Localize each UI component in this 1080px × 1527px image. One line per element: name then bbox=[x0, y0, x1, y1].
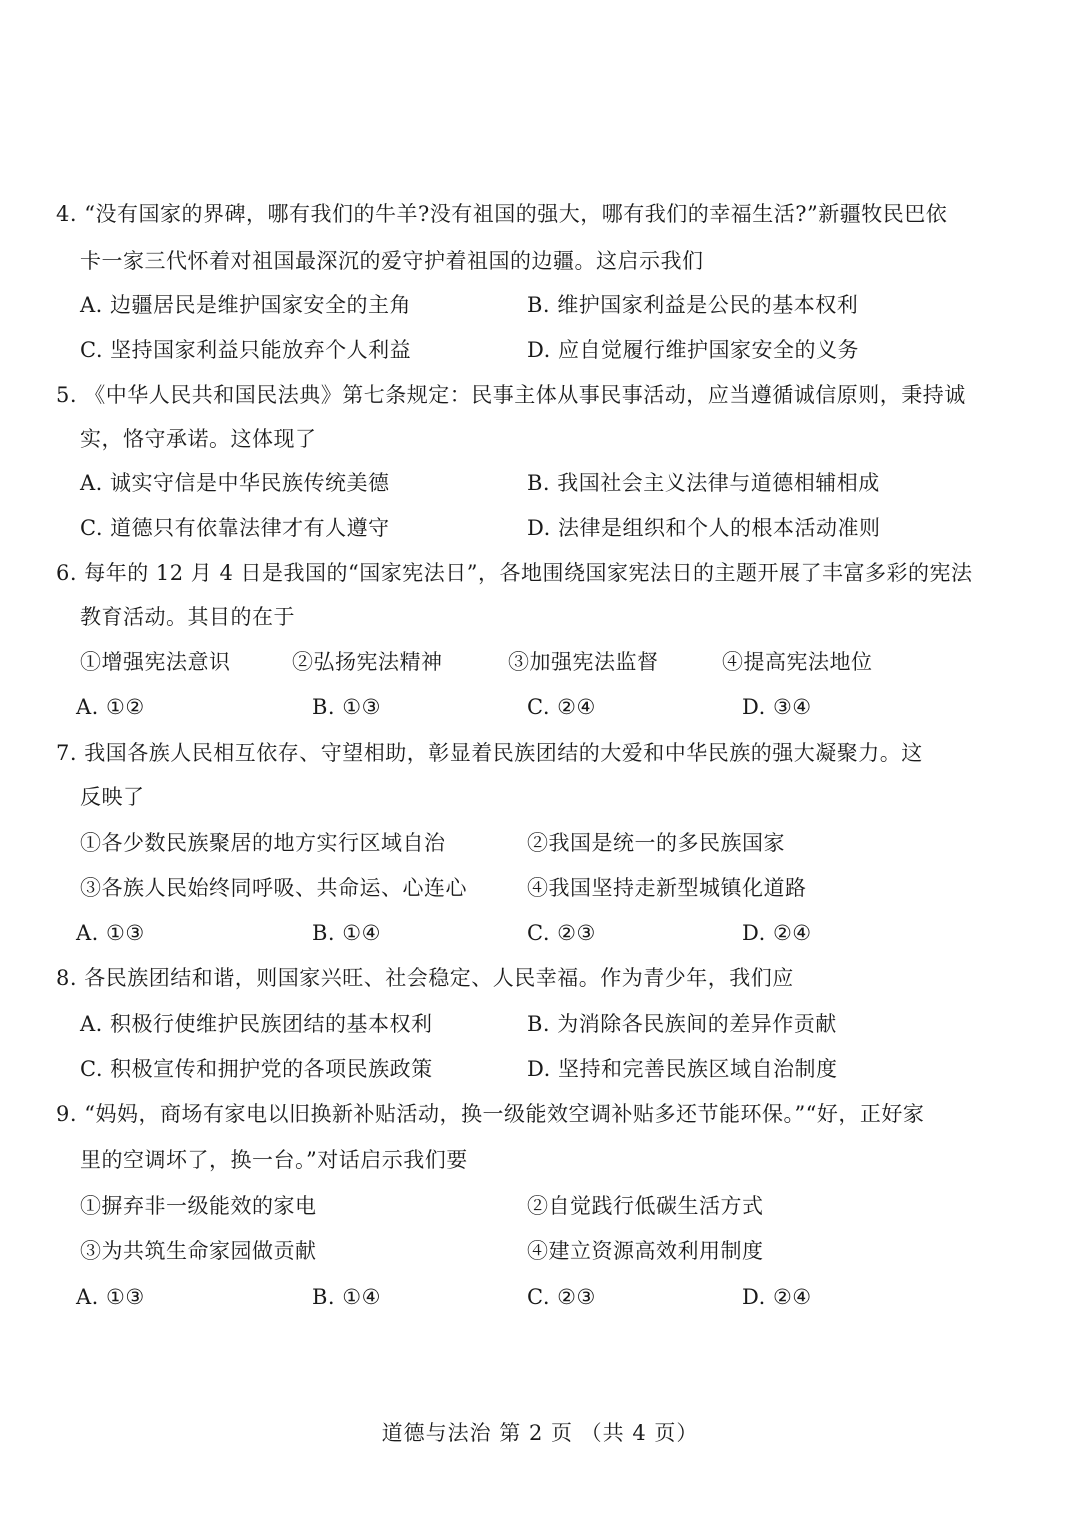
q9-stem-line-1: 9. “妈妈，商场有家电以旧换新补贴活动，换一级能效空调补贴多还节能环保。”“好，正好家 bbox=[56, 1102, 925, 1126]
q9-choice-1: ①摒弃非一级能效的家电 bbox=[80, 1194, 317, 1218]
q4-stem-line-2: 卡一家三代怀着对祖国最深沉的爱守护着祖国的边疆。这启示我们 bbox=[80, 249, 704, 273]
q7-choice-3: ③各族人民始终同呼吸、共命运、心连心 bbox=[80, 876, 467, 900]
q7-answer-b: B. ①④ bbox=[312, 921, 381, 945]
q6-answer-b: B. ①③ bbox=[312, 695, 381, 719]
q6-choice-4: ④提高宪法地位 bbox=[722, 650, 873, 674]
q7-choice-2: ②我国是统一的多民族国家 bbox=[527, 831, 785, 855]
q7-answer-a: A. ①③ bbox=[76, 921, 145, 945]
q8-option-d: D. 坚持和完善民族区域自治制度 bbox=[527, 1057, 838, 1081]
q5-stem-line-2: 实，恪守承诺。这体现了 bbox=[80, 427, 317, 451]
q9-answer-d: D. ②④ bbox=[742, 1285, 812, 1309]
q8-option-b: B. 为消除各民族间的差异作贡献 bbox=[527, 1012, 837, 1036]
q4-stem-line-1: 4. “没有国家的界碑，哪有我们的牛羊?没有祖国的强大，哪有我们的幸福生活?”新疆牧民巴依 bbox=[56, 202, 948, 226]
q9-choice-4: ④建立资源高效利用制度 bbox=[527, 1239, 764, 1263]
q7-answer-d: D. ②④ bbox=[742, 921, 812, 945]
q6-choice-3: ③加强宪法监督 bbox=[508, 650, 659, 674]
q5-option-d: D. 法律是组织和个人的根本活动准则 bbox=[527, 516, 881, 540]
q6-stem-line-2: 教育活动。其目的在于 bbox=[80, 605, 295, 629]
q5-option-a: A. 诚实守信是中华民族传统美德 bbox=[80, 471, 390, 495]
q6-choice-2: ②弘扬宪法精神 bbox=[292, 650, 443, 674]
q9-stem-line-2: 里的空调坏了，换一台。”对话启示我们要 bbox=[80, 1148, 468, 1172]
q5-stem-line-1: 5. 《中华人民共和国民法典》第七条规定：民事主体从事民事活动，应当遵循诚信原则，秉持诚 bbox=[56, 383, 966, 407]
q5-option-c: C. 道德只有依靠法律才有人遵守 bbox=[80, 516, 390, 540]
q8-option-c: C. 积极宣传和拥护党的各项民族政策 bbox=[80, 1057, 433, 1081]
q6-stem-line-1: 6. 每年的 12 月 4 日是我国的“国家宪法日”，各地围绕国家宪法日的主题开展了丰富多彩的宪法 bbox=[56, 561, 973, 585]
q7-answer-c: C. ②③ bbox=[527, 921, 596, 945]
q6-answer-a: A. ①② bbox=[76, 695, 145, 719]
q4-option-a: A. 边疆居民是维护国家安全的主角 bbox=[80, 293, 412, 317]
q6-answer-d: D. ③④ bbox=[742, 695, 812, 719]
q8-stem-line-1: 8. 各民族团结和谐，则国家兴旺、社会稳定、人民幸福。作为青少年，我们应 bbox=[56, 966, 794, 990]
q7-choice-1: ①各少数民族聚居的地方实行区域自治 bbox=[80, 831, 446, 855]
q9-choice-2: ②自觉践行低碳生活方式 bbox=[527, 1194, 764, 1218]
q7-stem-line-2: 反映了 bbox=[80, 785, 145, 809]
q9-choice-3: ③为共筑生命家园做贡献 bbox=[80, 1239, 317, 1263]
q8-option-a: A. 积极行使维护民族团结的基本权利 bbox=[80, 1012, 433, 1036]
q7-choice-4: ④我国坚持走新型城镇化道路 bbox=[527, 876, 807, 900]
q6-choice-1: ①增强宪法意识 bbox=[80, 650, 231, 674]
q4-option-b: B. 维护国家利益是公民的基本权利 bbox=[527, 293, 859, 317]
q9-answer-c: C. ②③ bbox=[527, 1285, 596, 1309]
q4-option-d: D. 应自觉履行维护国家安全的义务 bbox=[527, 338, 859, 362]
q6-answer-c: C. ②④ bbox=[527, 695, 596, 719]
q4-option-c: C. 坚持国家利益只能放弃个人利益 bbox=[80, 338, 412, 362]
q9-answer-a: A. ①③ bbox=[76, 1285, 145, 1309]
page-footer: 道德与法治 第 2 页 （共 4 页） bbox=[381, 1421, 699, 1445]
q9-answer-b: B. ①④ bbox=[312, 1285, 381, 1309]
q5-option-b: B. 我国社会主义法律与道德相辅相成 bbox=[527, 471, 880, 495]
q7-stem-line-1: 7. 我国各族人民相互依存、守望相助，彰显着民族团结的大爱和中华民族的强大凝聚力。这 bbox=[56, 741, 923, 765]
